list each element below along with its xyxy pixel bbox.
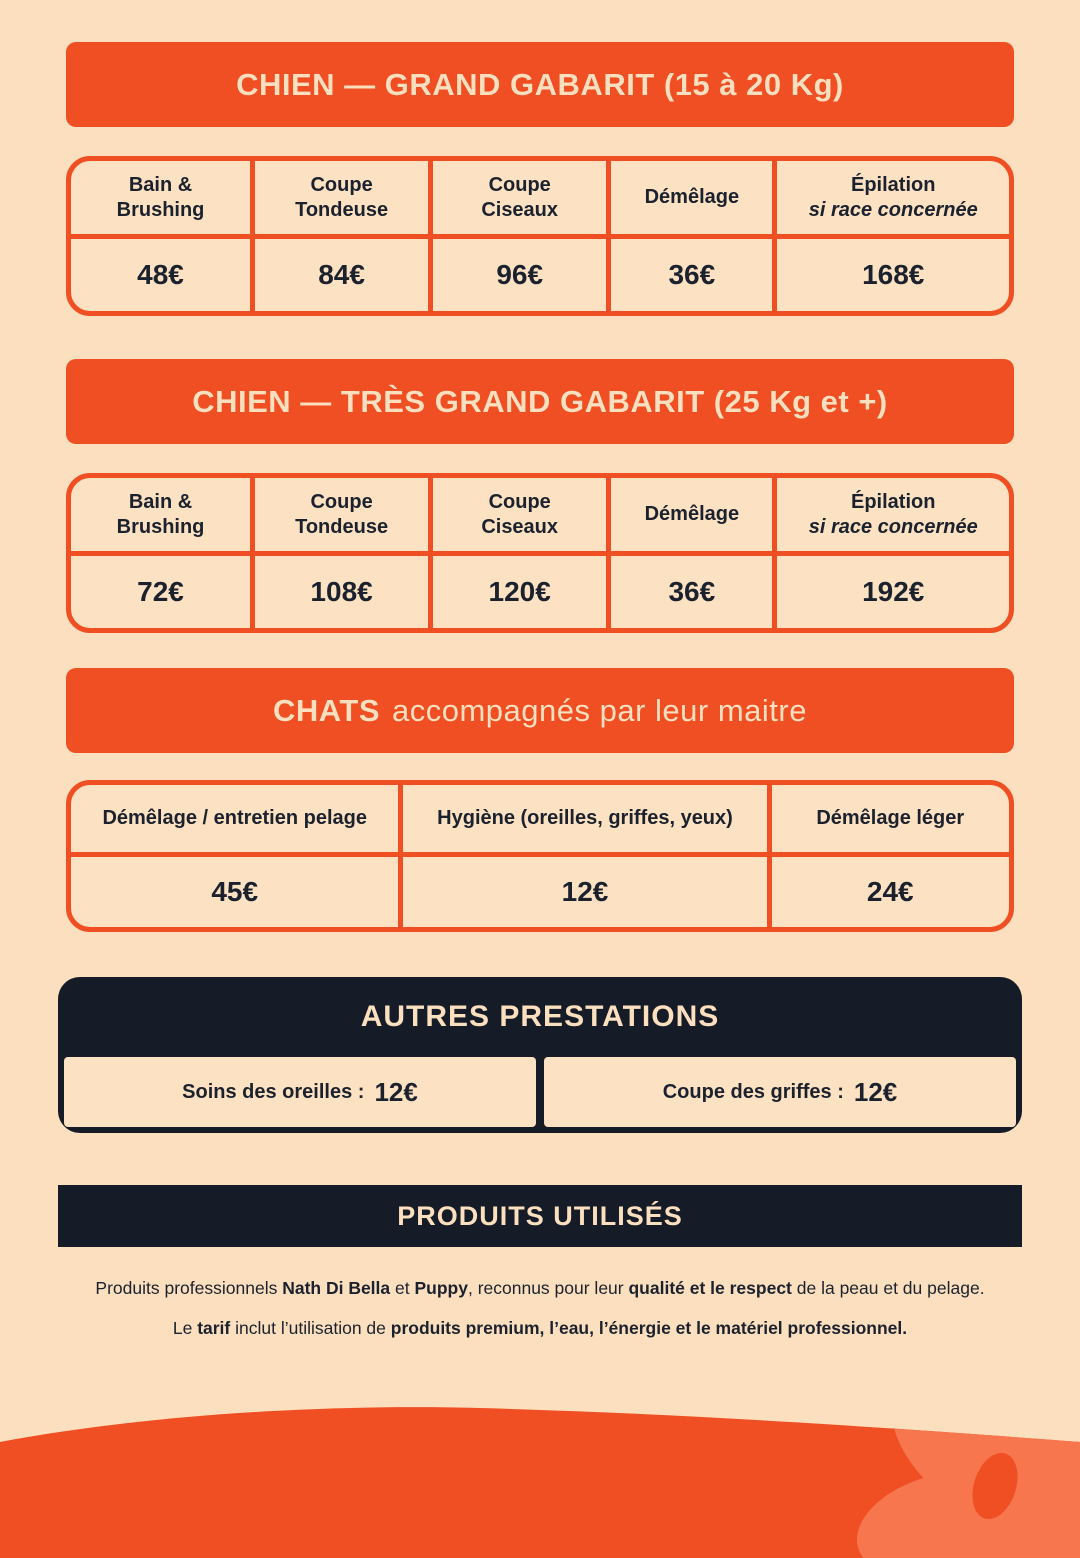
column-header [71,785,403,857]
price-cell: 192€ [862,576,925,607]
header-line: Coupe [310,490,373,513]
price-table-cats [66,780,1014,932]
section-banner-dog-large [66,42,1014,127]
price-cell: 96€ [433,239,611,311]
header-line: Bain & [128,490,193,513]
header-line: Démêlage / entretien pelage [102,807,367,829]
header-line: Bain & [128,173,193,196]
price-cell: 84€ [255,239,433,311]
header-line: Coupe [488,490,551,513]
section-title-cats-rest: accompagnés par leur maitre [392,692,807,728]
section-title-cats-bold: CHATS [273,692,380,728]
section-banner-dog-xlarge [66,359,1014,444]
header-subtext: si race concernée [808,515,978,538]
other-services-title: AUTRES PRESTATIONS [360,1000,720,1033]
header-subtext: si race concernée [808,198,978,221]
price-list-page [0,42,1080,1339]
header-line: Ciseaux [481,198,559,221]
header-line: Hygiène (oreilles, griffes, yeux) [437,807,733,829]
price-cell: 12€ [403,857,771,927]
products-note-line2: Le tarif inclut l’utilisation de produits premium, l’eau, l’énergie et le matériel professionnel. [172,1317,908,1338]
column-header [777,478,1009,556]
column-header [255,478,433,556]
other-services-cells [58,1057,1022,1133]
header-line: Brushing [116,198,205,221]
price-cell: 24€ [866,876,914,907]
header-line: Tondeuse [295,198,389,221]
other-service-price: 12€ [374,1076,418,1107]
other-service-label: Soins des oreilles : [182,1080,365,1103]
header-line: Coupe [310,173,373,196]
column-header [71,161,255,239]
column-header [71,478,255,556]
column-header [255,161,433,239]
price-cell: 36€ [611,556,777,628]
column-header [772,785,1009,857]
price-cell: 108€ [255,556,433,628]
header-line: Coupe [488,173,551,196]
header-line: Ciseaux [481,515,559,538]
products-title-bar: PRODUITS UTILISÉS [58,1185,1022,1247]
header-line: Brushing [116,515,205,538]
bottom-wave-decoration [0,1402,1080,1558]
price-table-dog-large [66,156,1014,316]
price-cell: 36€ [611,239,777,311]
price-cell: 120€ [433,556,611,628]
column-header [433,161,611,239]
other-service-price: 12€ [853,1076,898,1107]
header-line: Démêlage [644,503,740,525]
other-service-item [64,1057,536,1127]
header-line: Épilation [850,173,936,196]
header-line: Démêlage [644,186,740,208]
other-service-label: Coupe des griffes : [662,1080,844,1103]
column-header [433,478,611,556]
column-header [403,785,771,857]
products-note-line1: Produits professionnels Nath Di Bella et Puppy, reconnus pour leur qualité et le respect de la peau et du pelage. [95,1278,985,1298]
price-table-dog-xlarge [66,473,1014,633]
section-title-dog-large: CHIEN — GRAND GABARIT (15 à 20 Kg) [236,66,844,102]
column-header [611,478,777,556]
section-title-dog-xlarge: CHIEN — TRÈS GRAND GABARIT (25 Kg et +) [192,383,888,419]
column-header [777,161,1009,239]
price-cell: 168€ [862,259,925,290]
price-cell: 45€ [71,857,403,927]
header-line: Épilation [850,490,936,513]
other-service-item [544,1057,1016,1127]
header-line: Tondeuse [295,515,389,538]
other-services-box [58,977,1022,1133]
price-cell: 72€ [71,556,255,628]
price-cell: 48€ [71,239,255,311]
header-line: Démêlage léger [816,807,965,829]
column-header [611,161,777,239]
section-banner-cats [66,668,1014,753]
